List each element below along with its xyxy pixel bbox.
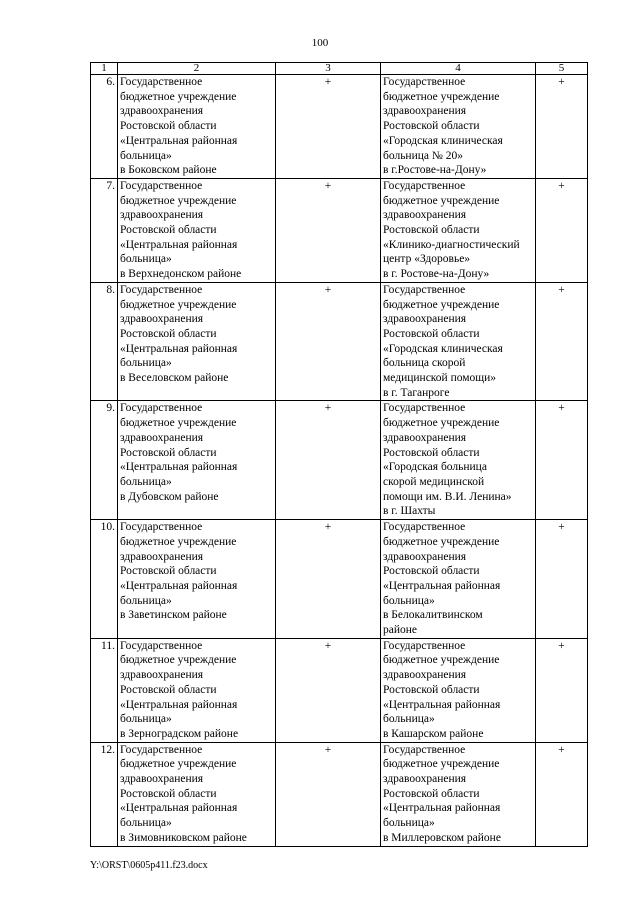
table-row xyxy=(91,401,588,520)
cell-text-line: больница» xyxy=(120,149,172,162)
cell-text-line: в Веселовском районе xyxy=(120,372,229,385)
column-5-mark: + xyxy=(536,742,588,846)
column-3-mark: + xyxy=(276,638,381,742)
column-3-mark: + xyxy=(276,742,381,846)
cell-text-line: «Центральная районная xyxy=(120,698,238,711)
cell-text-line: Ростовской области xyxy=(383,446,480,459)
city-hospital-cell xyxy=(381,401,536,520)
cell-text-line: Ростовской области xyxy=(120,224,217,237)
cell-text-line: «Центральная районная xyxy=(120,342,238,355)
institutions-table xyxy=(90,62,588,847)
cell-text-line: больница» xyxy=(120,817,172,830)
cell-text-line: бюджетное учреждение xyxy=(383,90,500,103)
district-hospital-cell xyxy=(118,282,276,401)
cell-text-line: больница» xyxy=(120,253,172,266)
cell-text-line: больница» xyxy=(120,357,172,370)
cell-text-line: здравоохранения xyxy=(120,669,204,682)
cell-text-line: здравоохранения xyxy=(383,105,467,118)
cell-text-line: в Зерноградском районе xyxy=(120,727,239,740)
column-header-1: 1 xyxy=(91,63,118,75)
cell-text-line: Государственное xyxy=(120,76,203,88)
cell-text-line: бюджетное учреждение xyxy=(383,758,500,771)
cell-text-line: Государственное xyxy=(120,402,203,415)
column-5-mark: + xyxy=(536,282,588,401)
cell-text-line: Государственное xyxy=(383,521,466,534)
cell-text-line: в Боковском районе xyxy=(120,164,217,177)
district-hospital-cell xyxy=(118,178,276,282)
cell-text-line: «Городская больница xyxy=(383,461,487,474)
table-row xyxy=(91,282,588,401)
cell-text-line: Ростовской области xyxy=(383,683,480,696)
column-5-mark: + xyxy=(536,178,588,282)
cell-text-line: районе xyxy=(383,624,418,637)
cell-text-line: медицинской помощи» xyxy=(383,372,497,385)
column-3-mark: + xyxy=(276,520,381,639)
cell-text-line: в г. Шахты xyxy=(383,505,436,518)
column-3-mark: + xyxy=(276,75,381,179)
cell-text-line: «Центральная районная xyxy=(120,238,238,251)
city-hospital-cell xyxy=(381,638,536,742)
file-path-footer: Y:\ORST\0605p411.f23.docx xyxy=(90,860,208,871)
cell-text-line: в г. Таганроге xyxy=(383,386,450,399)
column-5-mark: + xyxy=(536,638,588,742)
cell-text-line: Государственное xyxy=(383,743,466,756)
column-header-3: 3 xyxy=(276,63,381,75)
column-3-mark: + xyxy=(276,178,381,282)
cell-text-line: Государственное xyxy=(120,639,203,652)
cell-text-line: в Верхнедонском районе xyxy=(120,268,242,281)
cell-text-line: «Центральная районная xyxy=(383,698,501,711)
cell-text-line: Ростовской области xyxy=(120,683,217,696)
cell-text-line: здравоохранения xyxy=(120,105,204,118)
cell-text-line: бюджетное учреждение xyxy=(120,90,237,103)
cell-text-line: здравоохранения xyxy=(383,431,467,444)
row-number: 11. xyxy=(91,638,118,742)
cell-text-line: в Зимовниковском районе xyxy=(120,831,247,844)
district-hospital-cell xyxy=(118,401,276,520)
cell-text-line: Ростовской области xyxy=(383,224,480,237)
city-hospital-cell xyxy=(381,75,536,179)
city-hospital-cell xyxy=(381,282,536,401)
cell-text-line: в Дубовском районе xyxy=(120,490,219,503)
cell-text-line: в г.Ростове-на-Дону» xyxy=(383,164,487,177)
table-row xyxy=(91,178,588,282)
row-number: 8. xyxy=(91,282,118,401)
cell-text-line: Ростовской области xyxy=(120,446,217,459)
cell-text-line: Ростовской области xyxy=(383,120,480,133)
city-hospital-cell xyxy=(381,520,536,639)
cell-text-line: помощи им. В.И. Ленина» xyxy=(383,490,512,503)
cell-text-line: Государственное xyxy=(383,402,466,415)
cell-text-line: Ростовской области xyxy=(120,565,217,578)
cell-text-line: Ростовской области xyxy=(383,787,480,800)
cell-text-line: больница» xyxy=(120,594,172,607)
district-hospital-cell xyxy=(118,638,276,742)
cell-text-line: Государственное xyxy=(383,283,466,296)
row-number: 6. xyxy=(91,75,118,179)
cell-text-line: Ростовской области xyxy=(120,327,217,340)
column-header-2: 2 xyxy=(118,63,276,75)
cell-text-line: Ростовской области xyxy=(120,120,217,133)
cell-text-line: бюджетное учреждение xyxy=(383,535,500,548)
cell-text-line: больница № 20» xyxy=(383,149,463,162)
cell-text-line: больница» xyxy=(120,713,172,726)
cell-text-line: бюджетное учреждение xyxy=(383,298,500,311)
cell-text-line: здравоохранения xyxy=(383,773,467,786)
row-number: 10. xyxy=(91,520,118,639)
district-hospital-cell xyxy=(118,75,276,179)
table-row xyxy=(91,638,588,742)
cell-text-line: «Центральная районная xyxy=(120,802,238,815)
cell-text-line: больница скорой xyxy=(383,357,466,370)
cell-text-line: бюджетное учреждение xyxy=(120,758,237,771)
cell-text-line: бюджетное учреждение xyxy=(120,654,237,667)
cell-text-line: Государственное xyxy=(120,179,203,192)
cell-text-line: «Центральная районная xyxy=(383,579,501,592)
city-hospital-cell xyxy=(381,742,536,846)
cell-text-line: Государственное xyxy=(383,639,466,652)
cell-text-line: «Городская клиническая xyxy=(383,342,503,355)
cell-text-line: здравоохранения xyxy=(120,431,204,444)
cell-text-line: здравоохранения xyxy=(120,773,204,786)
cell-text-line: бюджетное учреждение xyxy=(120,194,237,207)
page-number: 100 xyxy=(311,37,329,49)
cell-text-line: здравоохранения xyxy=(383,669,467,682)
cell-text-line: больница» xyxy=(120,475,172,488)
cell-text-line: здравоохранения xyxy=(383,209,467,222)
cell-text-line: Ростовской области xyxy=(383,565,480,578)
cell-text-line: Государственное xyxy=(120,521,203,534)
cell-text-line: в Миллеровском районе xyxy=(383,831,501,844)
table-header-row xyxy=(91,63,588,75)
cell-text-line: «Центральная районная xyxy=(120,134,238,147)
cell-text-line: Государственное xyxy=(383,179,466,192)
cell-text-line: здравоохранения xyxy=(120,209,204,222)
cell-text-line: здравоохранения xyxy=(120,313,204,326)
cell-text-line: бюджетное учреждение xyxy=(383,194,500,207)
column-3-mark: + xyxy=(276,282,381,401)
cell-text-line: больница» xyxy=(383,817,435,830)
column-3-mark: + xyxy=(276,401,381,520)
cell-text-line: центр «Здоровье» xyxy=(383,253,471,266)
table-row xyxy=(91,75,588,179)
cell-text-line: Ростовской области xyxy=(383,327,480,340)
cell-text-line: скорой медицинской xyxy=(383,475,485,488)
cell-text-line: бюджетное учреждение xyxy=(120,298,237,311)
table-row xyxy=(91,520,588,639)
column-5-mark: + xyxy=(536,401,588,520)
column-5-mark: + xyxy=(536,520,588,639)
cell-text-line: здравоохранения xyxy=(120,550,204,563)
cell-text-line: Государственное xyxy=(120,283,203,296)
column-header-5: 5 xyxy=(536,63,588,75)
city-hospital-cell xyxy=(381,178,536,282)
cell-text-line: «Центральная районная xyxy=(120,461,238,474)
cell-text-line: бюджетное учреждение xyxy=(120,417,237,430)
row-number: 12. xyxy=(91,742,118,846)
cell-text-line: «Клинико-диагностический xyxy=(383,238,520,251)
cell-text-line: Ростовской области xyxy=(120,787,217,800)
cell-text-line: «Центральная районная xyxy=(383,802,501,815)
cell-text-line: больница» xyxy=(383,713,435,726)
cell-text-line: в Кашарском районе xyxy=(383,727,484,740)
row-number: 7. xyxy=(91,178,118,282)
district-hospital-cell xyxy=(118,520,276,639)
cell-text-line: Государственное xyxy=(120,743,203,756)
column-5-mark: + xyxy=(536,75,588,179)
district-hospital-cell xyxy=(118,742,276,846)
cell-text-line: в Заветинском районе xyxy=(120,609,227,622)
cell-text-line: «Центральная районная xyxy=(120,579,238,592)
cell-text-line: в г. Ростове-на-Дону» xyxy=(383,268,490,281)
cell-text-line: «Городская клиническая xyxy=(383,134,503,147)
column-header-4: 4 xyxy=(381,63,536,75)
cell-text-line: больница» xyxy=(383,594,435,607)
cell-text-line: бюджетное учреждение xyxy=(383,417,500,430)
table-body xyxy=(91,75,588,847)
cell-text-line: в Белокалитвинском xyxy=(383,609,483,622)
cell-text-line: Государственное xyxy=(383,76,466,88)
row-number: 9. xyxy=(91,401,118,520)
table-row xyxy=(91,742,588,846)
cell-text-line: бюджетное учреждение xyxy=(383,654,500,667)
cell-text-line: бюджетное учреждение xyxy=(120,535,237,548)
cell-text-line: здравоохранения xyxy=(383,313,467,326)
cell-text-line: здравоохранения xyxy=(383,550,467,563)
